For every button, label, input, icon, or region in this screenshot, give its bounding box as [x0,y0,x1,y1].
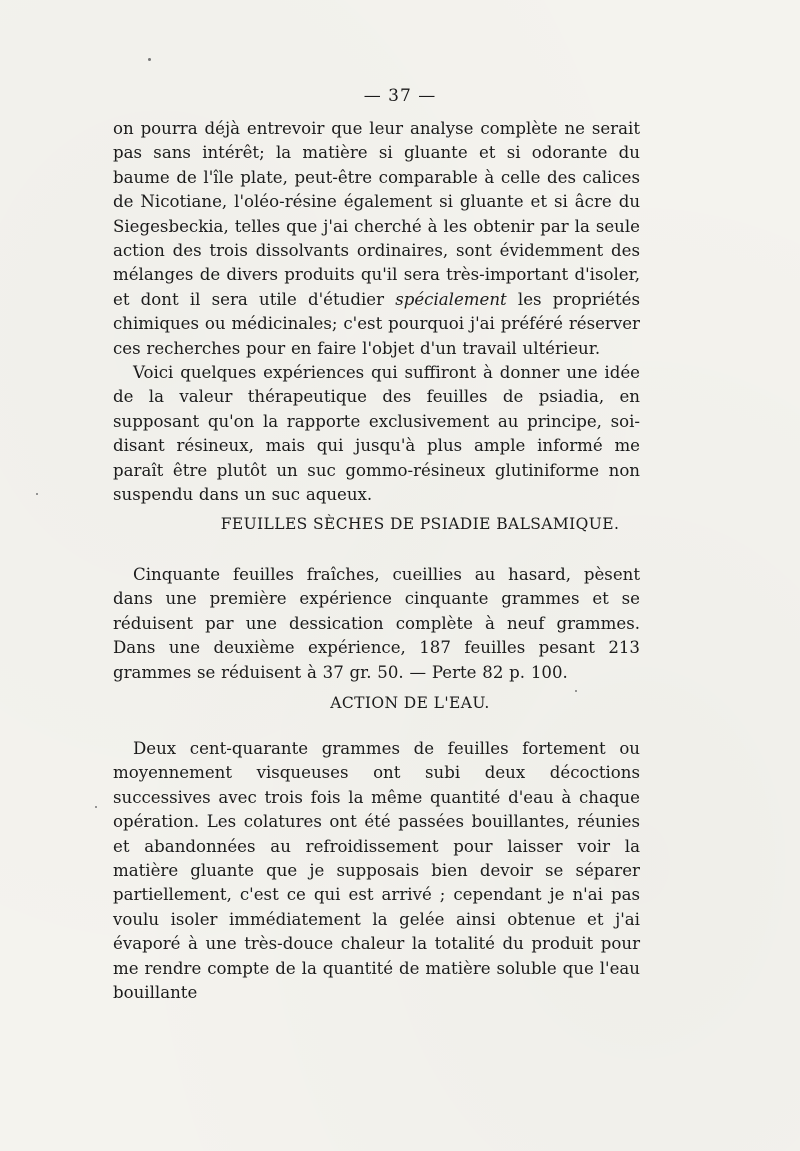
body-text-mid [113,563,640,685]
paragraph-leaves-weight: Cinquante feuilles fraîches, cueillies au hasard, pèsent dans une première expérience cinquante grammes et se réduisent par une dessication complète à neuf grammes. Dans une deuxième expérience, 187 feuilles pesant 213 grammes se réduisent à 37 gr. 50. — Perte 82 p. 100. [113,565,640,682]
paragraph-text-start: on pourra déjà entrevoir que leur analyse complète ne serait pas sans intérêt; la matière si gluante et si odorante du baume de l'île plate, peut-être comparable à celle des calices de Nicotiane, l'oléo-résine également si gluante et si âcre du Siegesbeckia, telles que j'ai cherché à les obtenir par la seule action des trois dissolvants ordinaires, sont évidemment des mélanges de divers produits qu'il sera très-important d'isoler, et dont il sera utile d'étudier [113,119,640,309]
section-heading-dry-leaves: FEUILLES SÈCHES DE PSIADIE BALSAMIQUE. [220,515,620,533]
paragraph-continuation [113,117,640,361]
section-heading-water-action: ACTION DE L'EAU. [330,694,490,712]
page-number: — 37 — [363,86,437,106]
paragraph-experiments: Voici quelques expériences qui suffiront à donner une idée de la valeur thérapeutique des feuilles de psiadia, en supposant qu'on la rapporte exclusivement au principe, soi-disant résineux, mais qui jusqu'à plus ample informé me paraît être plutôt un suc gommo-résineux glutiniforme non suspendu dans un suc aqueux. [113,363,640,505]
paragraph-text-end: les propriétés chimiques ou médicinales; c'est pourquoi j'ai préféré réserver ces recherches pour en faire l'objet d'un travail ultérieur. [113,289,640,358]
paper-speck [148,58,151,61]
paper-speck [575,690,577,692]
paper-speck [95,806,97,808]
paragraph-decoction: Deux cent-quarante grammes de feuilles fortement ou moyennement visqueuses ont subi deux décoctions successives avec trois fois la même quantité d'eau à chaque opération. Les colatures ont été passées bouillantes, réunies et abandonnées au refroidissement pour laisser voir la matière gluante que je supposais bien devoir se séparer partiellement, c'est ce qui est arrivé ; cependant je n'ai pas voulu isoler immédiatement la gelée ainsi obtenue et j'ai évaporé à une très-douce chaleur la totalité du produit pour me rendre compte de la quantité de matière soluble que l'eau bouillante [113,739,640,1003]
body-text-bottom [113,737,640,1005]
paper-speck [36,493,38,495]
body-text-top [113,117,640,508]
emphasized-word: spécialement [395,289,507,309]
